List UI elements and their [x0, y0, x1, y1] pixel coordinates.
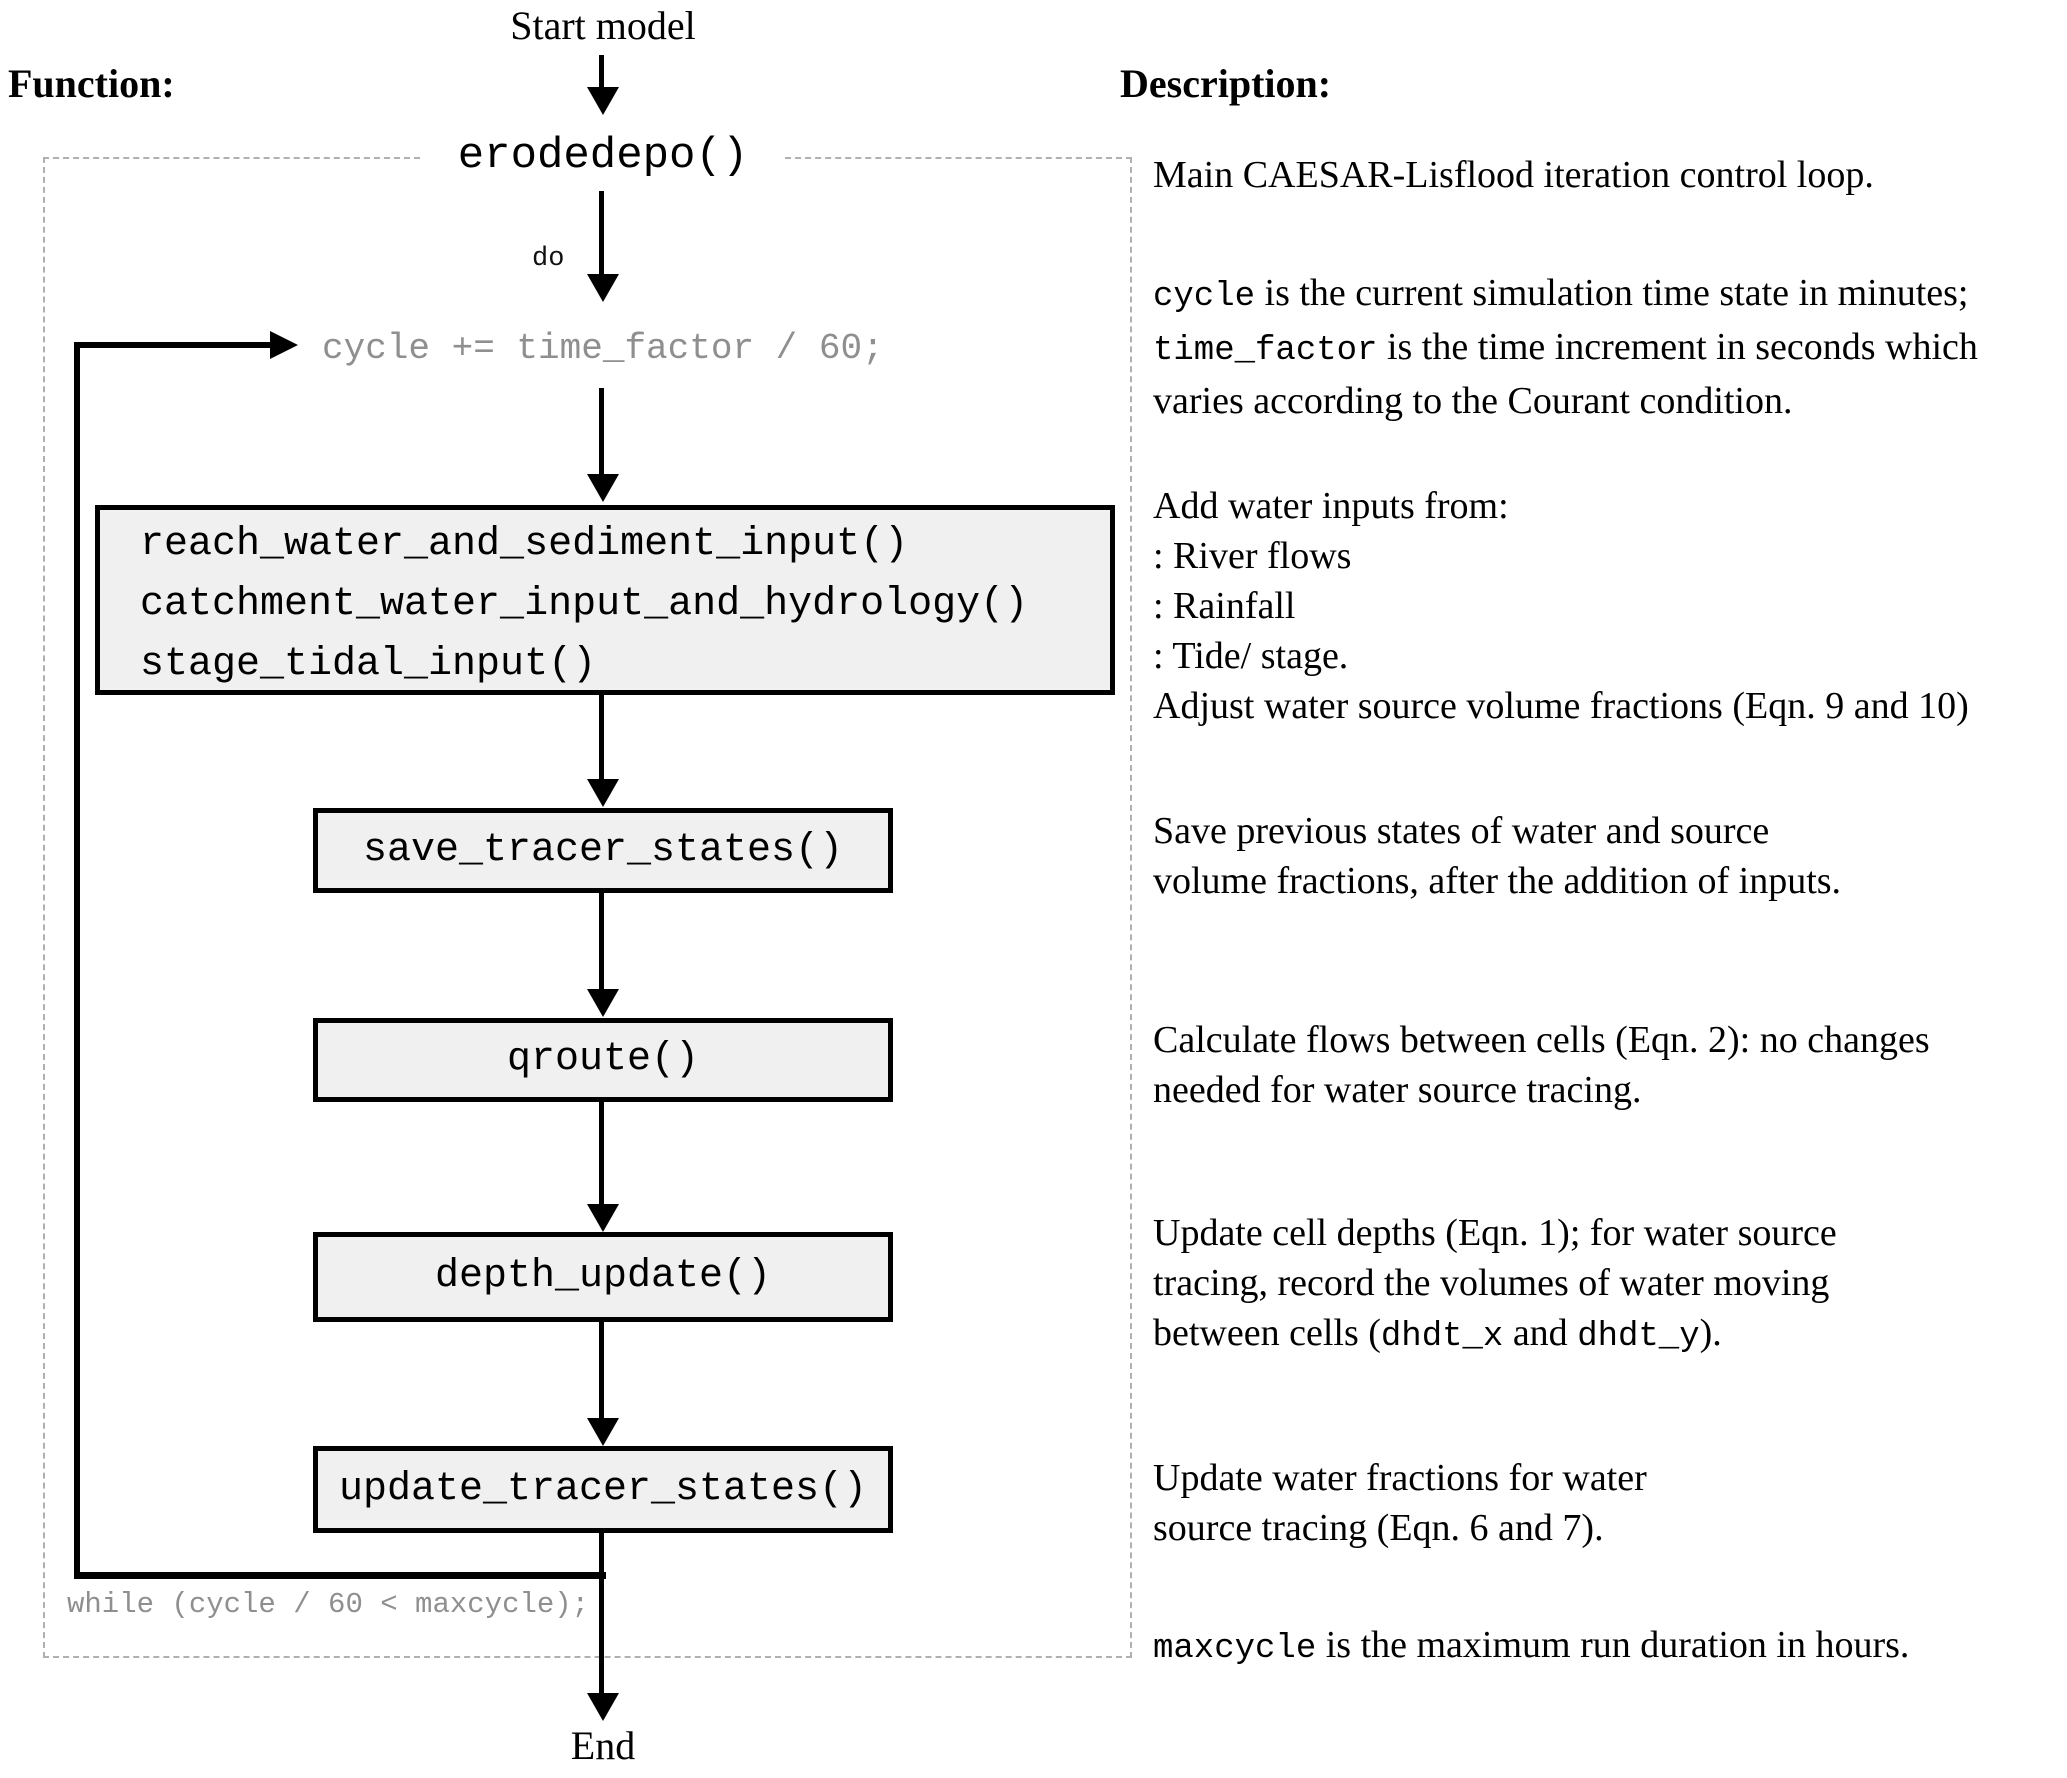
arrowhead-down-icon: [587, 87, 619, 115]
inline-code: time_factor: [1153, 332, 1378, 370]
text-segment: is the maximum run duration in hours.: [1316, 1624, 1910, 1666]
inline-code: dhdt_x: [1380, 1318, 1504, 1356]
arrowhead-down-icon: [587, 779, 619, 807]
do-keyword-label: do: [532, 244, 565, 274]
arrow-line: [599, 186, 604, 274]
loop-entry-line: [76, 342, 270, 348]
text-segment: : Tide/ stage.: [1153, 635, 1349, 677]
process-box-qroute: [313, 1018, 893, 1102]
arrow-line: [599, 1533, 604, 1693]
text-segment: qroute(): [506, 1037, 700, 1082]
arrowhead-down-icon: [587, 474, 619, 502]
text-segment: tracing, record the volumes of water moving: [1153, 1262, 1830, 1304]
cycle-statement: cycle += time_factor / 60;: [322, 328, 884, 369]
text-segment: save_tracer_states(): [362, 827, 844, 873]
arrow-line: [599, 55, 604, 87]
process-box-water-inputs: [95, 505, 1115, 695]
description-update-fractions: [1153, 1453, 1647, 1553]
text-segment: source tracing (Eqn. 6 and 7).: [1153, 1507, 1604, 1549]
arrow-line: [599, 1322, 604, 1418]
description-column-header: Description:: [1120, 61, 1332, 106]
text-segment: Calculate flows between cells (Eqn. 2): no changes: [1153, 1019, 1930, 1061]
loop-return-line: [74, 1572, 606, 1579]
erodedepo-label: erodedepo(): [422, 131, 784, 191]
text-segment: catchment_water_input_and_hydrology(): [140, 582, 1029, 627]
text-segment: ).: [1699, 1312, 1722, 1354]
text-segment: Save previous states of water and source: [1153, 810, 1770, 852]
text-segment: reach_water_and_sediment_input(): [140, 522, 909, 567]
description-qroute: [1153, 1015, 1930, 1115]
arrowhead-down-icon: [587, 1418, 619, 1446]
text-segment: Main CAESAR-Lisflood iteration control loop.: [1153, 154, 1874, 196]
description-cycle-timefactor: [1153, 268, 1978, 426]
description-main-loop: [1153, 150, 1874, 200]
arrowhead-down-icon: [587, 274, 619, 302]
text-segment: : River flows: [1153, 535, 1352, 577]
text-segment: volume fractions, after the addition of inputs.: [1153, 860, 1842, 902]
text-segment: Update cell depths (Eqn. 1); for water source: [1153, 1212, 1837, 1254]
inline-code: maxcycle: [1153, 1630, 1317, 1668]
text-segment: Update water fractions for water: [1153, 1457, 1647, 1499]
arrow-line: [599, 695, 604, 779]
text-segment: between cells (: [1153, 1312, 1381, 1354]
inline-code: cycle: [1153, 278, 1256, 316]
arrowhead-down-icon: [587, 1204, 619, 1232]
arrow-line: [599, 388, 604, 474]
text-segment: is the current simulation time state in minutes;: [1255, 272, 1969, 314]
process-box-update-tracer-states: [313, 1446, 893, 1533]
text-segment: Add water inputs from:: [1153, 485, 1509, 527]
text-segment: stage_tidal_input(): [140, 642, 597, 687]
description-water-inputs: [1153, 481, 1969, 731]
process-box-save-tracer-states: [313, 808, 893, 893]
arrowhead-right-icon: [270, 331, 298, 359]
inline-code: dhdt_y: [1577, 1318, 1700, 1356]
text-segment: and: [1503, 1312, 1578, 1354]
text-segment: depth_update(): [434, 1254, 772, 1299]
text-segment: Adjust water source volume fractions (Eqn. 9 and 10): [1153, 685, 1969, 727]
text-segment: needed for water source tracing.: [1153, 1069, 1642, 1111]
end-label: End: [570, 1723, 636, 1768]
description-maxcycle: [1153, 1620, 1909, 1674]
arrowhead-down-icon: [587, 989, 619, 1017]
process-box-depth-update: [313, 1232, 893, 1322]
arrow-line: [599, 893, 604, 989]
description-depth-update: [1153, 1208, 1837, 1362]
text-segment: is the time increment in seconds which: [1377, 326, 1978, 368]
text-segment: varies according to the Courant condition.: [1153, 380, 1793, 422]
arrow-line: [599, 1102, 604, 1204]
arrowhead-down-icon: [587, 1693, 619, 1721]
loop-vertical-line: [74, 342, 80, 1578]
text-segment: update_tracer_states(): [338, 1466, 868, 1512]
text-segment: : Rainfall: [1153, 585, 1296, 627]
while-statement: while (cycle / 60 < maxcycle);: [67, 1588, 590, 1621]
start-label: Start model: [510, 3, 696, 48]
function-column-header: Function:: [8, 61, 175, 106]
description-save-states: [1153, 806, 1841, 906]
